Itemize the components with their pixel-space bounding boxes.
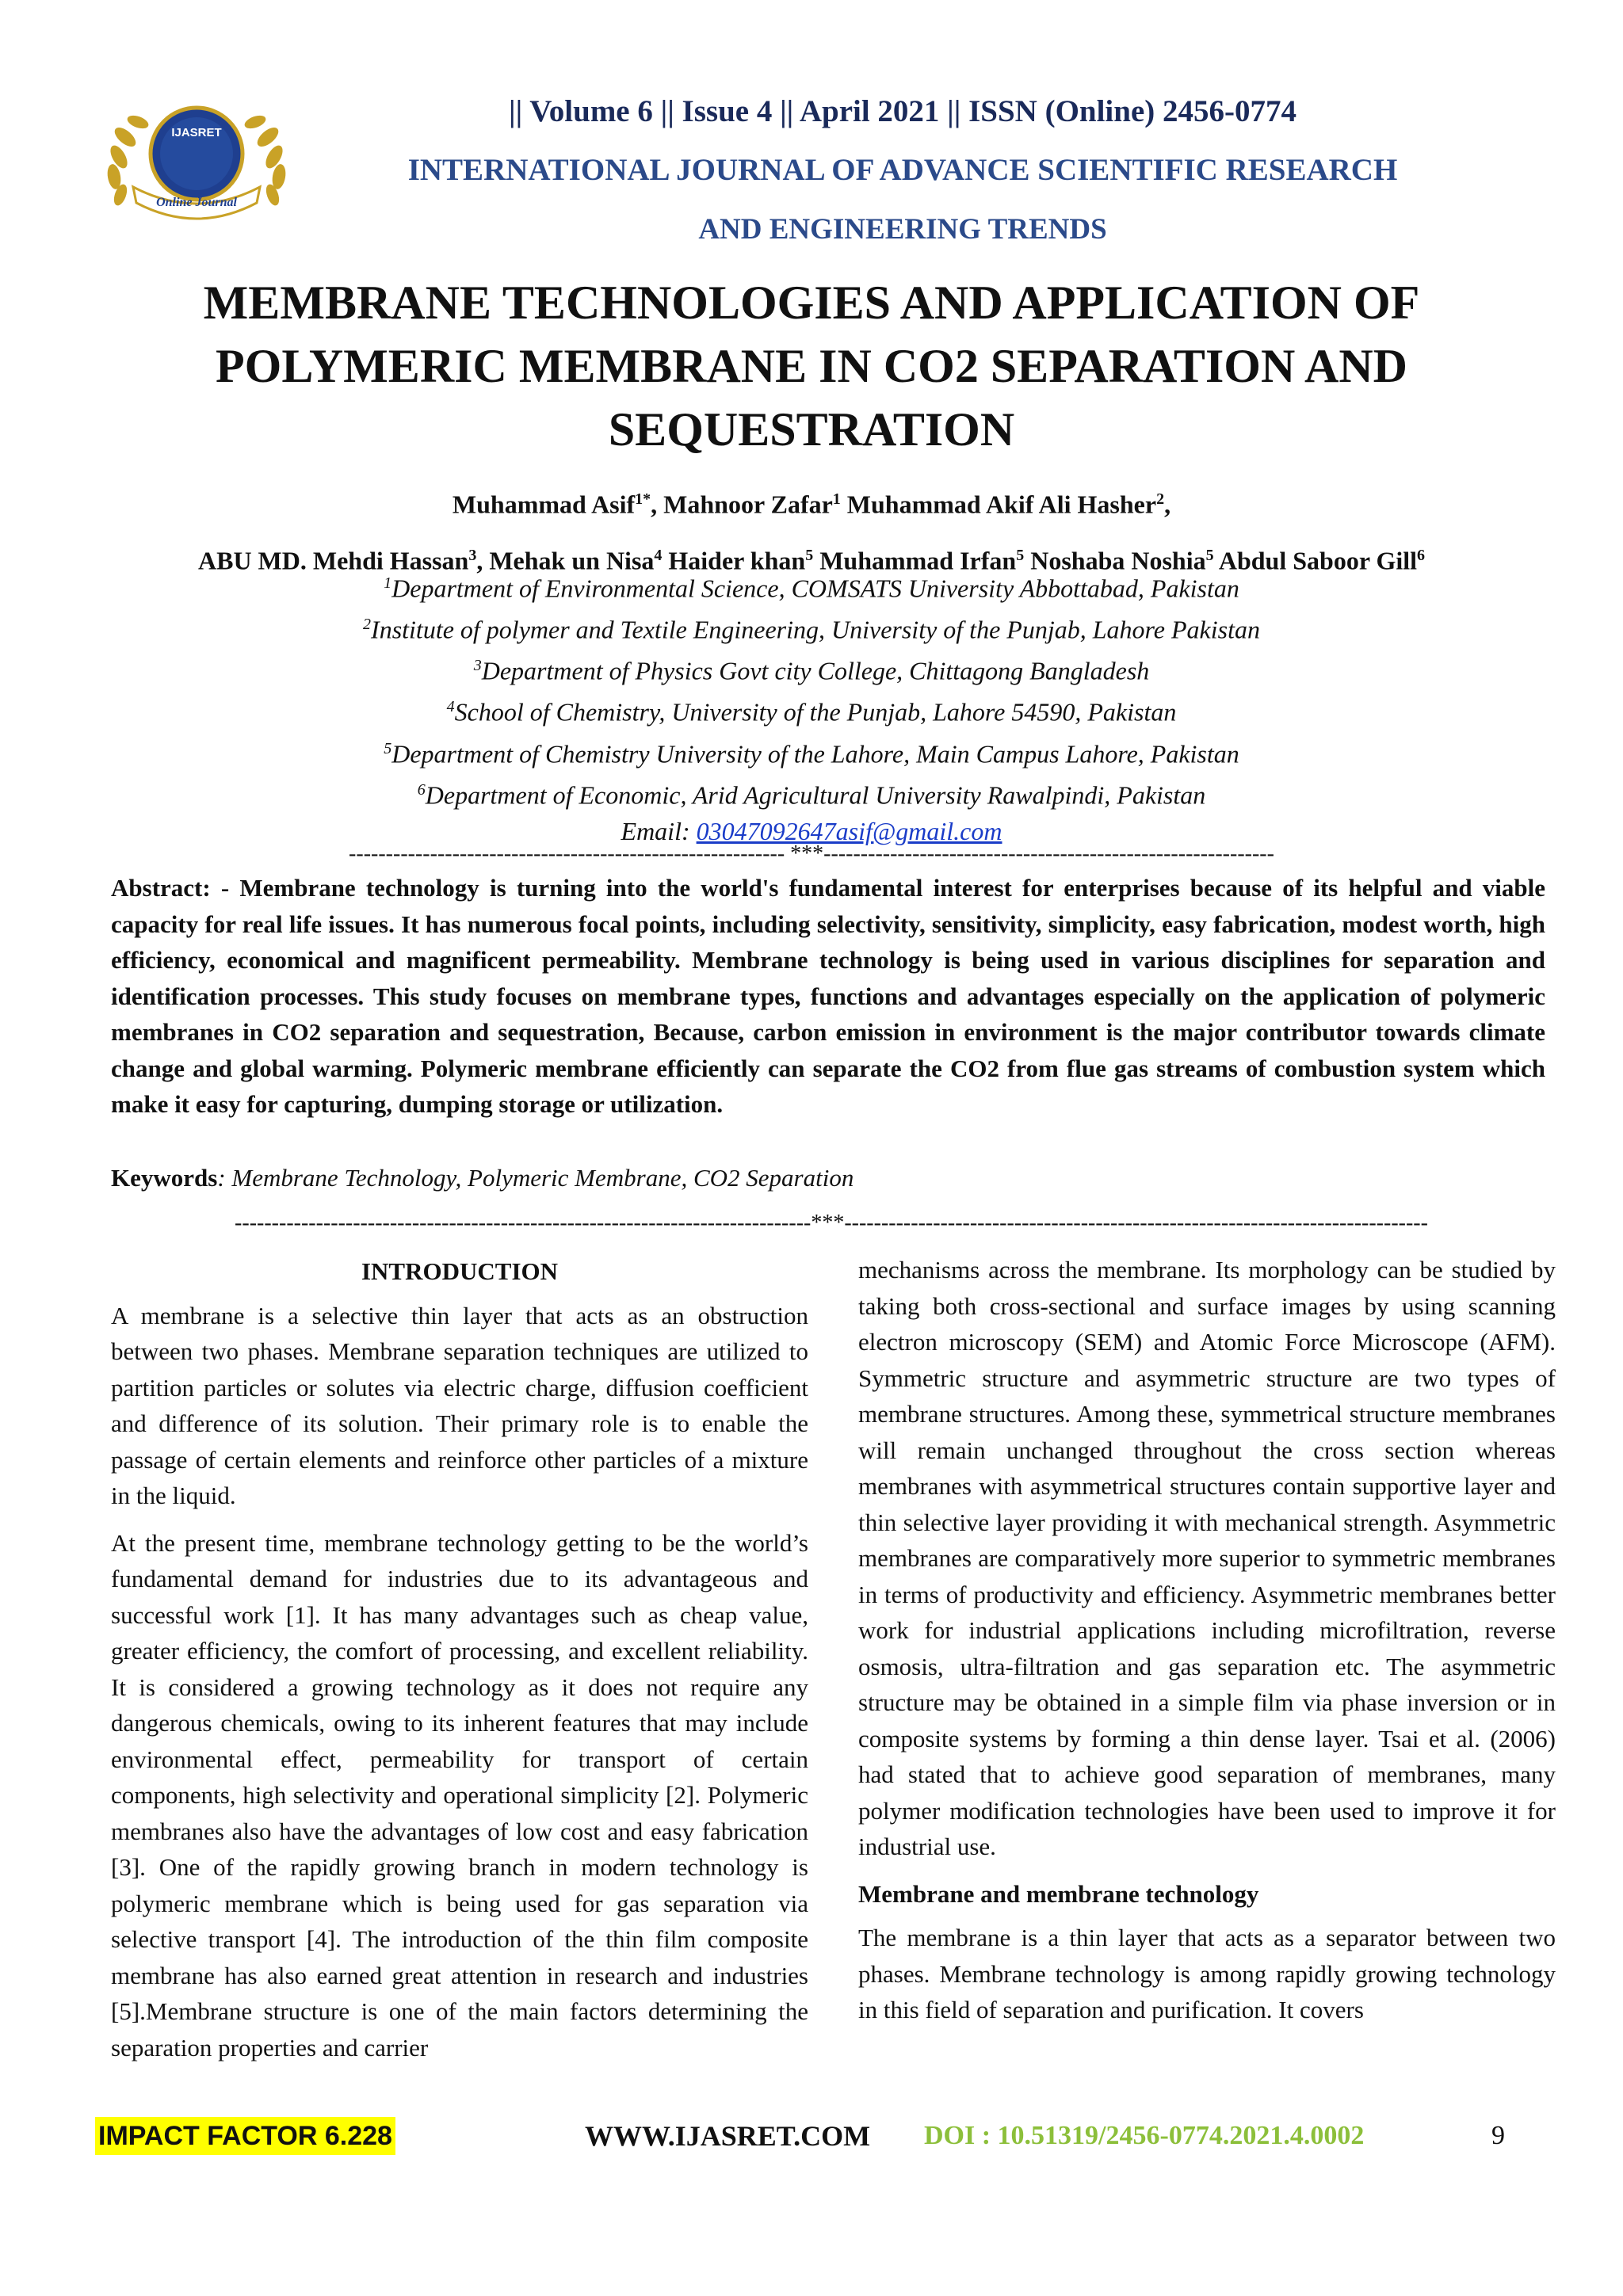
affiliation-mark: 4 (446, 698, 455, 716)
author-name: Haider khan (668, 546, 806, 575)
affiliation-text: Institute of polymer and Textile Engineering, University of the Punjab, Lahore Pakistan (371, 615, 1260, 644)
abstract: Abstract: - Membrane technology is turning into the world's fundamental interest for enterprises because of its helpful and viable capacity for real life issues. It has numerous focal points, including selectivity, sensitivity, simplicity, easy fabrication, modest worth, high efficiency, economical and magnificent permeability. Membrane technology is being used in various disciplines for separation and identification processes. This study focuses on membrane types, functions and advantages especially on the application of polymeric membranes in CO2 separation and sequestration, Because, carbon emission in environment is the major contributor towards climate change and global warming. Polymeric membrane efficiently can separate the CO2 from flue gas streams of combustion system which make it easy for capturing, dumping storage or utilization. (111, 874, 1545, 1118)
email-label: Email: (621, 816, 697, 845)
author-name: Muhammad Akif Ali Hasher (846, 490, 1157, 519)
journal-name-line1: INTERNATIONAL JOURNAL OF ADVANCE SCIENTIFIC RESEARCH (407, 153, 1398, 187)
author-affil-mark: 3 (468, 546, 477, 564)
affiliation-line (79, 566, 1544, 607)
author-affil-mark: 5 (1205, 546, 1214, 564)
author-name: Mahnoor Zafar (663, 490, 833, 519)
affiliation-text: Department of Environmental Science, COMSATS University Abbottabad, Pakistan (391, 574, 1239, 603)
subsection-heading: Membrane and membrane technology (858, 1879, 1259, 1908)
affiliation-mark: 5 (384, 739, 392, 757)
keywords-label: Keywords (111, 1164, 218, 1192)
page-number: 9 (1491, 2121, 1505, 2150)
keywords-line (111, 1160, 1545, 1196)
paragraph: The membrane is a thin layer that acts as a separator between two phases. Membrane technology is among rapidly growing technology in this field of separation and purification. It covers (858, 1924, 1556, 2023)
author-separator: , (476, 546, 490, 575)
affiliation-line (79, 731, 1544, 772)
volume-issue-line: || Volume 6 || Issue 4 || April 2021 || ISSN (Online) 2456-0774 (508, 94, 1296, 128)
journal-website[interactable]: WWW.IJASRET.COM (585, 2120, 871, 2152)
affiliation-text: Department of Chemistry University of the Lahore, Main Campus Lahore, Pakistan (391, 739, 1239, 769)
page-footer (0, 2117, 1623, 2157)
author-name: Mehak un Nisa (489, 546, 655, 575)
paragraph: A membrane is a selective thin layer that acts as an obstruction between two phases. Membrane separation techniques are utilized to partition particles or solutes via electric charge, diffusion coefficient and difference of its solution. Their primary role is to enable the passage of certain elements and reinforce other particles of a mixture in the liquid. (111, 1301, 808, 1509)
author-affil-mark: 4 (654, 546, 663, 564)
affiliation-text: Department of Economic, Arid Agricultural University Rawalpindi, Pakistan (425, 780, 1206, 810)
logo-text-top: IJASRET (171, 126, 222, 139)
paragraph: mechanisms across the membrane. Its morphology can be studied by taking both cross-sectional and surface images by using scanning electron microscopy (SEM) and Atomic Force Microscope (AFM). Symmetric structure and asymmetric structure are two types of membrane structures. Among these, symmetrical structure membranes will remain unchanged throughout the cross section whereas membranes with asymmetrical structures contain supportive layer and thin selective layer providing it with mechanical strength. Asymmetric membranes are comparatively more superior to symmetric membranes in terms of productivity and efficiency. Asymmetric membranes better work for industrial applications including microfiltration, reverse osmosis, ultra-filtration and gas separation etc. The asymmetric structure may be obtained in a simple film via phase inversion or in composite systems by forming a thin dense layer. Tsai et al. (2006) had stated that to achieve good separation of membranes, many polymer modification technologies have been used to improve it for industrial use. (858, 1256, 1556, 1860)
paragraph: At the present time, membrane technology getting to be the world’s fundamental demand for industries due to its advantageous and successful work [1]. It has many advantages such as cheap value, greater efficiency, the comfort of processing, and excellent reliability. It is considered a growing technology as it does not require any dangerous chemicals, owing to its inherent features that may include environmental effect, permeability for transport of certain components, high selectivity and operational simplicity [2]. Polymeric membranes also have the advantages of low cost and easy fabrication [3]. One of the rapidly growing branch in modern technology is polymeric membrane which is being used for gas separation via selective transport [4]. The introduction of the thin film composite membrane has also earned great attention in research and industries [5].Membrane structure is one of the main factors determining the separation properties and carrier (111, 1528, 808, 2061)
author-affil-mark: 5 (1016, 546, 1025, 564)
left-column (111, 1253, 808, 2077)
paper-title: MEMBRANE TECHNOLOGIES AND APPLICATION OF POLYMERIC MEMBRANE IN CO2 SEPARATION AND SEQUESTRATION (203, 277, 1420, 456)
doi[interactable]: DOI : 10.51319/2456-0774.2021.4.0002 (924, 2121, 1365, 2150)
affiliations (79, 566, 1544, 849)
author-affil-mark: 2 (1156, 490, 1165, 508)
author-affil-mark: 1* (635, 490, 651, 508)
author-separator: , (651, 490, 664, 519)
author-affil-mark: 5 (805, 546, 814, 564)
keywords-text: : Membrane Technology, Polymeric Membrane, CO2 Separation (217, 1164, 854, 1192)
author-affil-mark: 6 (1417, 546, 1426, 564)
author-name: ABU MD. Mehdi Hassan (197, 546, 469, 575)
divider-top: ----------------------------------------------------------- ***------------------------------------------------------------- (349, 841, 1274, 866)
author-separator: , (1164, 490, 1171, 519)
affiliation-mark: 3 (473, 657, 482, 675)
affiliation-mark: 2 (363, 616, 372, 634)
affiliation-line (79, 607, 1544, 648)
author-name: Noshaba Noshia (1030, 546, 1206, 575)
author-name: Abdul Saboor Gill (1218, 546, 1418, 575)
divider-bottom: ------------------------------------------------------------------------------***------------------------------------------------------------------------------- (235, 1211, 1428, 1235)
right-column (858, 1252, 1556, 2039)
affiliation-text: School of Chemistry, University of the Punjab, Lahore 54590, Pakistan (454, 698, 1177, 727)
author-name: Muhammad Asif (452, 490, 636, 519)
email-link[interactable]: 03047092647asif@gmail.com (696, 816, 1002, 845)
affiliation-line (79, 689, 1544, 730)
affiliation-line (79, 648, 1544, 689)
affiliation-line (79, 772, 1544, 814)
author-name: Muhammad Irfan (819, 546, 1017, 575)
affiliation-text: Department of Physics Govt city College, Chittagong Bangladesh (481, 656, 1150, 685)
journal-name-line2: AND ENGINEERING TRENDS (698, 213, 1107, 246)
impact-factor: IMPACT FACTOR 6.228 (95, 2117, 395, 2155)
affiliation-mark: 6 (417, 780, 426, 799)
affiliation-mark: 1 (384, 574, 392, 592)
section-heading-introduction: INTRODUCTION (361, 1257, 559, 1285)
author-affil-mark: 1 (832, 490, 841, 508)
logo-ribbon-text: Online Journal (156, 196, 237, 209)
author-line-1 (79, 474, 1544, 530)
author-separator (841, 490, 847, 519)
